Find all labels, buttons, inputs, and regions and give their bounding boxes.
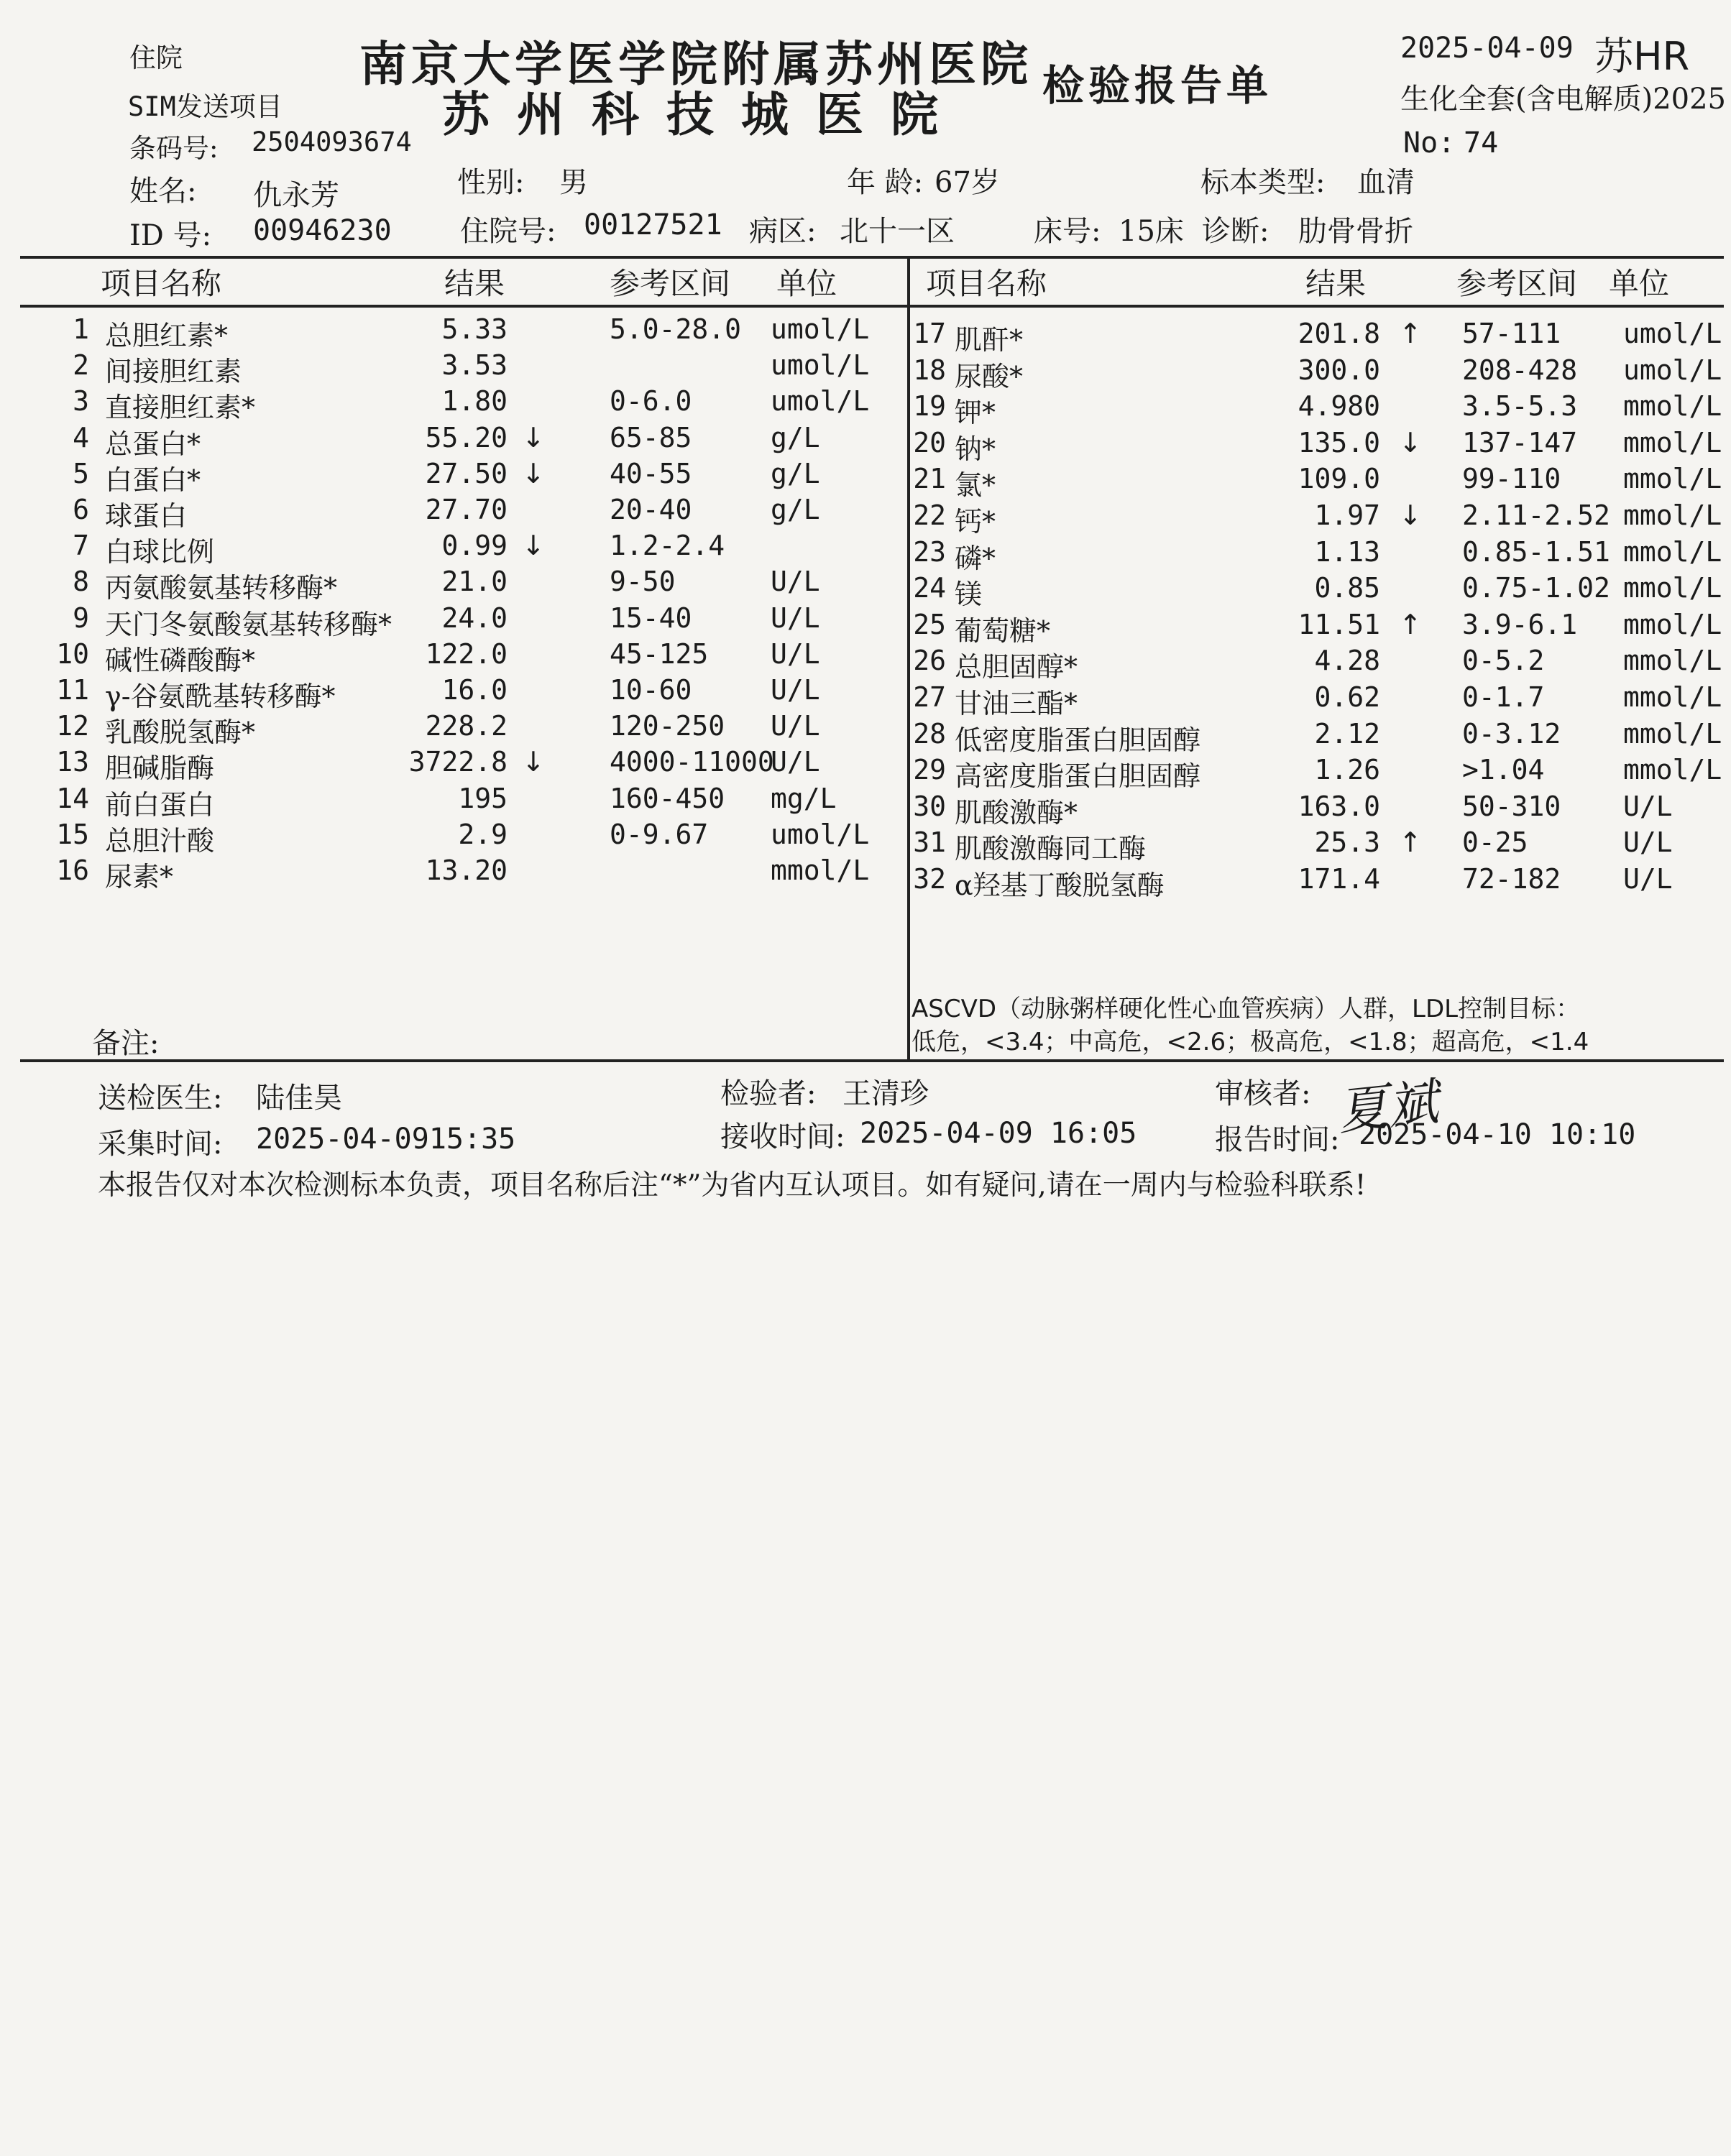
item-name: 天门冬氨酸氨基转移酶* <box>105 608 392 640</box>
item-name: 碱性磷酸酶* <box>105 644 256 676</box>
item-name: 白蛋白* <box>105 464 201 496</box>
table-row <box>0 390 1731 429</box>
row-number: 6 <box>73 494 89 525</box>
report-title: 检验报告单 <box>1042 61 1273 110</box>
item-name: 前白蛋白 <box>105 788 215 821</box>
table-row <box>0 354 1731 390</box>
col-header-range-left: 参考区间 <box>610 266 731 301</box>
reference-range: 99-110 <box>1462 463 1561 495</box>
item-result: 21.0 <box>441 566 508 598</box>
item-result: 55.20 <box>425 421 508 453</box>
col-header-result-left: 结果 <box>444 266 505 301</box>
patient-sex: 男 <box>559 166 588 199</box>
table-row <box>0 572 1731 611</box>
item-name: 肌酸激酶* <box>955 796 1078 829</box>
item-result: 13.20 <box>425 854 508 886</box>
receive-time: 2025-04-09 16:05 <box>860 1117 1137 1150</box>
age-label: 年 龄: <box>847 166 924 199</box>
sample-no: 74 <box>1464 126 1499 160</box>
result-flag: ↓ <box>1399 426 1422 459</box>
reference-range: 45-125 <box>610 637 709 670</box>
row-number: 26 <box>913 645 946 677</box>
barcode-label: 条码号: <box>129 133 219 164</box>
unit: g/L <box>771 494 820 525</box>
row-number: 15 <box>56 818 89 850</box>
item-result: 1.13 <box>1314 535 1380 568</box>
row-number: 31 <box>913 826 946 859</box>
item-name: 球蛋白 <box>105 500 188 532</box>
item-result: 27.70 <box>425 494 508 525</box>
result-flag: ↓ <box>522 746 545 778</box>
unit: U/L <box>771 710 820 742</box>
unit: mmol/L <box>1623 535 1722 568</box>
table-row <box>0 499 1731 538</box>
row-number: 32 <box>913 863 946 895</box>
unit: U/L <box>1623 863 1673 895</box>
row-number: 14 <box>56 782 89 814</box>
unit: mmol/L <box>1623 426 1722 459</box>
col-header-result-right: 结果 <box>1305 266 1367 301</box>
result-flag: ↓ <box>522 457 545 489</box>
item-name: 肌酸激酶同工酶 <box>955 833 1147 865</box>
patient-id: 00946230 <box>253 214 392 247</box>
table-row <box>0 609 1731 645</box>
unit: U/L <box>771 674 820 706</box>
item-result: 300.0 <box>1298 354 1380 386</box>
report-date: 2025-04-09 <box>1400 32 1574 65</box>
table-row <box>0 318 1731 354</box>
item-result: 135.0 <box>1298 426 1380 459</box>
item-name: 低密度脂蛋白胆固醇 <box>955 724 1201 756</box>
item-name: 总蛋白* <box>105 428 201 460</box>
reference-range: 137-147 <box>1462 426 1578 459</box>
unit: umol/L <box>771 385 870 418</box>
ascvd-note-line2: 低危，<3.4；中高危，<2.6；极高危，<1.8；超高危，<1.4 <box>912 1028 1589 1056</box>
bed-label: 床号: <box>1034 215 1101 248</box>
reference-range: 120-250 <box>610 710 725 742</box>
col-header-range-right: 参考区间 <box>1456 266 1578 301</box>
item-name: 葡萄糖* <box>955 614 1051 647</box>
reference-range: 65-85 <box>610 421 692 453</box>
item-name: 总胆汁酸 <box>105 824 215 857</box>
reference-range: 1.2-2.4 <box>610 530 725 562</box>
reference-range: 15-40 <box>610 602 692 634</box>
reference-range: 50-310 <box>1462 790 1561 822</box>
item-result: 16.0 <box>441 674 508 706</box>
item-name: 镁 <box>955 579 983 611</box>
unit: U/L <box>771 637 820 670</box>
report-code: 苏HR <box>1594 34 1690 79</box>
item-result: 0.85 <box>1314 572 1380 604</box>
reference-range: 0-1.7 <box>1462 681 1545 713</box>
reference-range: 4000-11000 <box>610 746 774 778</box>
tester-label: 检验者: <box>720 1077 817 1110</box>
row-number: 30 <box>913 790 946 822</box>
item-name: 高密度脂蛋白胆固醇 <box>955 760 1201 793</box>
row-number: 19 <box>913 390 946 423</box>
item-result: 0.62 <box>1314 681 1380 713</box>
row-number: 21 <box>913 463 946 495</box>
item-result: 11.51 <box>1298 608 1380 640</box>
unit: mmol/L <box>1623 645 1722 677</box>
item-result: 25.3 <box>1314 826 1380 859</box>
item-name: 间接胆红素 <box>105 356 242 388</box>
specimen-type: 血清 <box>1357 166 1415 199</box>
unit: umol/L <box>771 349 870 382</box>
reference-range: >1.04 <box>1462 754 1545 786</box>
unit: mmol/L <box>1623 572 1722 604</box>
item-name: 尿素* <box>105 861 174 893</box>
unit: mmol/L <box>1623 681 1722 713</box>
row-number: 2 <box>73 349 89 382</box>
reference-range: 3.9-6.1 <box>1462 608 1578 640</box>
reference-range: 2.11-2.52 <box>1462 499 1610 531</box>
item-result: 2.9 <box>458 818 508 850</box>
row-number: 5 <box>73 457 89 489</box>
item-name: 总胆红素* <box>105 320 229 351</box>
unit: U/L <box>1623 790 1673 822</box>
disclaimer: 本报告仅对本次检测标本负责，项目名称后注“*”为省内互认项目。如有疑问,请在一周内与检验科联系! <box>98 1169 1367 1202</box>
row-number: 13 <box>56 746 89 778</box>
reference-range: 0.75-1.02 <box>1462 572 1610 604</box>
item-name: 胆碱脂酶 <box>105 752 215 785</box>
row-number: 1 <box>73 313 89 345</box>
result-flag: ↑ <box>1399 318 1422 349</box>
item-result: 3722.8 <box>408 746 508 778</box>
ascvd-note-line1: ASCVD（动脉粥样硬化性心血管疾病）人群，LDL控制目标： <box>912 995 1581 1023</box>
table-row <box>0 463 1731 502</box>
collect-time-label: 采集时间: <box>98 1128 223 1161</box>
row-number: 29 <box>913 754 946 786</box>
table-row <box>0 718 1731 754</box>
row-number: 20 <box>913 426 946 459</box>
ward-label: 病区: <box>749 215 817 248</box>
report-time-label: 报告时间: <box>1215 1123 1340 1156</box>
reference-range: 0.85-1.51 <box>1462 535 1610 568</box>
unit: mmol/L <box>1623 608 1722 640</box>
diagnosis-label: 诊断: <box>1202 215 1269 248</box>
col-header-name-left: 项目名称 <box>101 266 222 301</box>
item-name: 乳酸脱氢酶* <box>105 717 256 749</box>
header-bottom-rule <box>20 305 1724 308</box>
diagnosis: 肋骨骨折 <box>1298 215 1413 248</box>
item-result: 1.80 <box>441 385 508 418</box>
hospital-subname: 苏州科技城医院 <box>442 86 965 142</box>
table-row <box>0 790 1731 829</box>
reference-range: 0-5.2 <box>1462 645 1545 677</box>
sample-no-label: No: <box>1403 126 1456 160</box>
item-name: γ-谷氨酰基转移酶* <box>105 681 336 712</box>
row-number: 16 <box>56 854 89 886</box>
result-flag: ↓ <box>522 530 545 562</box>
unit: umol/L <box>1623 354 1722 386</box>
unit: g/L <box>771 421 820 453</box>
item-name: 钾* <box>955 397 996 429</box>
table-row <box>0 681 1731 717</box>
collect-time: 2025-04-0915:35 <box>256 1123 516 1156</box>
result-flag: ↓ <box>522 421 545 453</box>
row-number: 27 <box>913 681 946 713</box>
table-bottom-rule <box>20 1059 1724 1062</box>
row-number: 3 <box>73 385 89 418</box>
item-name: 钙* <box>955 506 996 538</box>
item-name: 总胆固醇* <box>955 651 1078 683</box>
unit: mmol/L <box>1623 499 1722 531</box>
unit: U/L <box>771 566 820 598</box>
unit: mmol/L <box>1623 390 1722 423</box>
ward: 北十一区 <box>840 215 955 248</box>
send-item: SIM发送项目 <box>128 91 283 122</box>
unit: U/L <box>1623 826 1673 859</box>
unit: umol/L <box>771 313 870 345</box>
row-number: 22 <box>913 499 946 531</box>
reference-range: 40-55 <box>610 457 692 489</box>
unit: U/L <box>771 602 820 634</box>
table-row <box>0 826 1731 865</box>
doctor-label: 送检医生: <box>98 1082 223 1115</box>
item-name: 磷* <box>955 542 996 574</box>
row-number: 10 <box>56 637 89 670</box>
specimen-label: 标本类型: <box>1200 166 1326 199</box>
table-row <box>0 536 1731 572</box>
row-number: 24 <box>913 572 946 604</box>
admission-no: 00127521 <box>584 208 722 241</box>
admission-label: 住院号: <box>460 215 556 248</box>
receive-time-label: 接收时间: <box>720 1120 845 1153</box>
hospital-name: 南京大学医学院附属苏州医院 <box>359 36 1032 92</box>
item-name: 甘油三酯* <box>955 688 1078 719</box>
item-result: 2.12 <box>1314 717 1380 750</box>
row-number: 18 <box>913 354 946 386</box>
col-header-name-right: 项目名称 <box>926 266 1047 301</box>
table-row <box>0 754 1731 793</box>
reviewer-label: 审核者: <box>1215 1077 1311 1110</box>
item-result: 0.99 <box>441 530 508 562</box>
item-result: 4.980 <box>1298 390 1380 423</box>
item-name: 白球比例 <box>105 536 215 568</box>
col-header-unit-left: 单位 <box>776 266 837 301</box>
remark-label: 备注: <box>92 1027 160 1060</box>
row-number: 7 <box>73 530 89 562</box>
reference-range: 0-3.12 <box>1462 717 1561 750</box>
reference-range: 57-111 <box>1462 318 1561 349</box>
item-result: 27.50 <box>425 457 508 489</box>
name-label: 姓名: <box>129 175 197 208</box>
row-number: 17 <box>913 318 946 349</box>
item-result: 24.0 <box>441 602 508 634</box>
table-row <box>0 645 1731 681</box>
row-number: 25 <box>913 608 946 640</box>
row-number: 28 <box>913 717 946 750</box>
row-number: 23 <box>913 535 946 568</box>
reference-range: 0-6.0 <box>610 385 692 418</box>
item-result: 201.8 <box>1298 318 1380 349</box>
bed: 15床 <box>1119 215 1184 248</box>
sex-label: 性别: <box>457 166 525 199</box>
reviewer-signature: 夏斌 <box>1334 1072 1441 1142</box>
reference-range: 160-450 <box>610 782 725 814</box>
unit: mmol/L <box>771 854 870 886</box>
ward-type: 住院 <box>129 42 183 73</box>
row-number: 11 <box>56 674 89 706</box>
unit: mmol/L <box>1623 717 1722 750</box>
report-time: 2025-04-10 10:10 <box>1359 1118 1636 1151</box>
row-number: 9 <box>73 602 89 634</box>
item-name: 尿酸* <box>955 360 1024 392</box>
reference-range: 5.0-28.0 <box>610 313 742 345</box>
unit: U/L <box>771 746 820 778</box>
table-row <box>0 863 1731 899</box>
id-label: ID 号: <box>129 219 212 252</box>
col-header-unit-right: 单位 <box>1609 266 1670 301</box>
item-result: 5.33 <box>441 313 508 345</box>
item-name: 钠* <box>955 433 996 465</box>
reference-range: 72-182 <box>1462 863 1561 895</box>
item-result: 122.0 <box>425 637 508 670</box>
item-result: 228.2 <box>425 710 508 742</box>
item-name: 肌酐* <box>955 324 1024 356</box>
result-flag: ↑ <box>1399 608 1422 640</box>
unit: mmol/L <box>1623 754 1722 786</box>
reference-range: 3.5-5.3 <box>1462 390 1578 423</box>
item-name: 丙氨酸氨基转移酶* <box>105 572 338 604</box>
item-result: 171.4 <box>1298 863 1380 895</box>
item-result: 1.26 <box>1314 754 1380 786</box>
barcode: 2504093674 <box>252 126 412 157</box>
row-number: 8 <box>73 566 89 598</box>
table-top-rule <box>20 256 1724 259</box>
item-name: α羟基丁酸脱氢酶 <box>955 870 1165 901</box>
row-number: 12 <box>56 710 89 742</box>
result-flag: ↓ <box>1399 499 1422 531</box>
reference-range: 208-428 <box>1462 354 1578 386</box>
unit: mg/L <box>771 782 837 814</box>
item-result: 1.97 <box>1314 499 1380 531</box>
row-number: 4 <box>73 421 89 453</box>
item-name: 氯* <box>955 469 996 502</box>
unit: umol/L <box>771 818 870 850</box>
item-result: 109.0 <box>1298 463 1380 495</box>
unit: g/L <box>771 457 820 489</box>
unit: umol/L <box>1623 318 1722 349</box>
reference-range: 0-9.67 <box>610 818 709 850</box>
reference-range: 0-25 <box>1462 826 1528 859</box>
reference-range: 10-60 <box>610 674 692 706</box>
item-result: 195 <box>458 782 508 814</box>
patient-name: 仇永芳 <box>253 179 339 212</box>
unit: mmol/L <box>1623 463 1722 495</box>
patient-age: 67岁 <box>935 166 1000 199</box>
table-row <box>0 427 1731 463</box>
item-result: 3.53 <box>441 349 508 382</box>
item-name: 直接胆红素* <box>105 392 256 424</box>
item-result: 4.28 <box>1314 645 1380 677</box>
tester-name: 王清珍 <box>842 1077 929 1110</box>
test-package: 生化全套(含电解质)2025 <box>1400 83 1727 116</box>
doctor-name: 陆佳昊 <box>256 1082 342 1115</box>
item-result: 163.0 <box>1298 790 1380 822</box>
result-flag: ↑ <box>1399 826 1422 859</box>
reference-range: 9-50 <box>610 566 676 598</box>
reference-range: 20-40 <box>610 494 692 525</box>
